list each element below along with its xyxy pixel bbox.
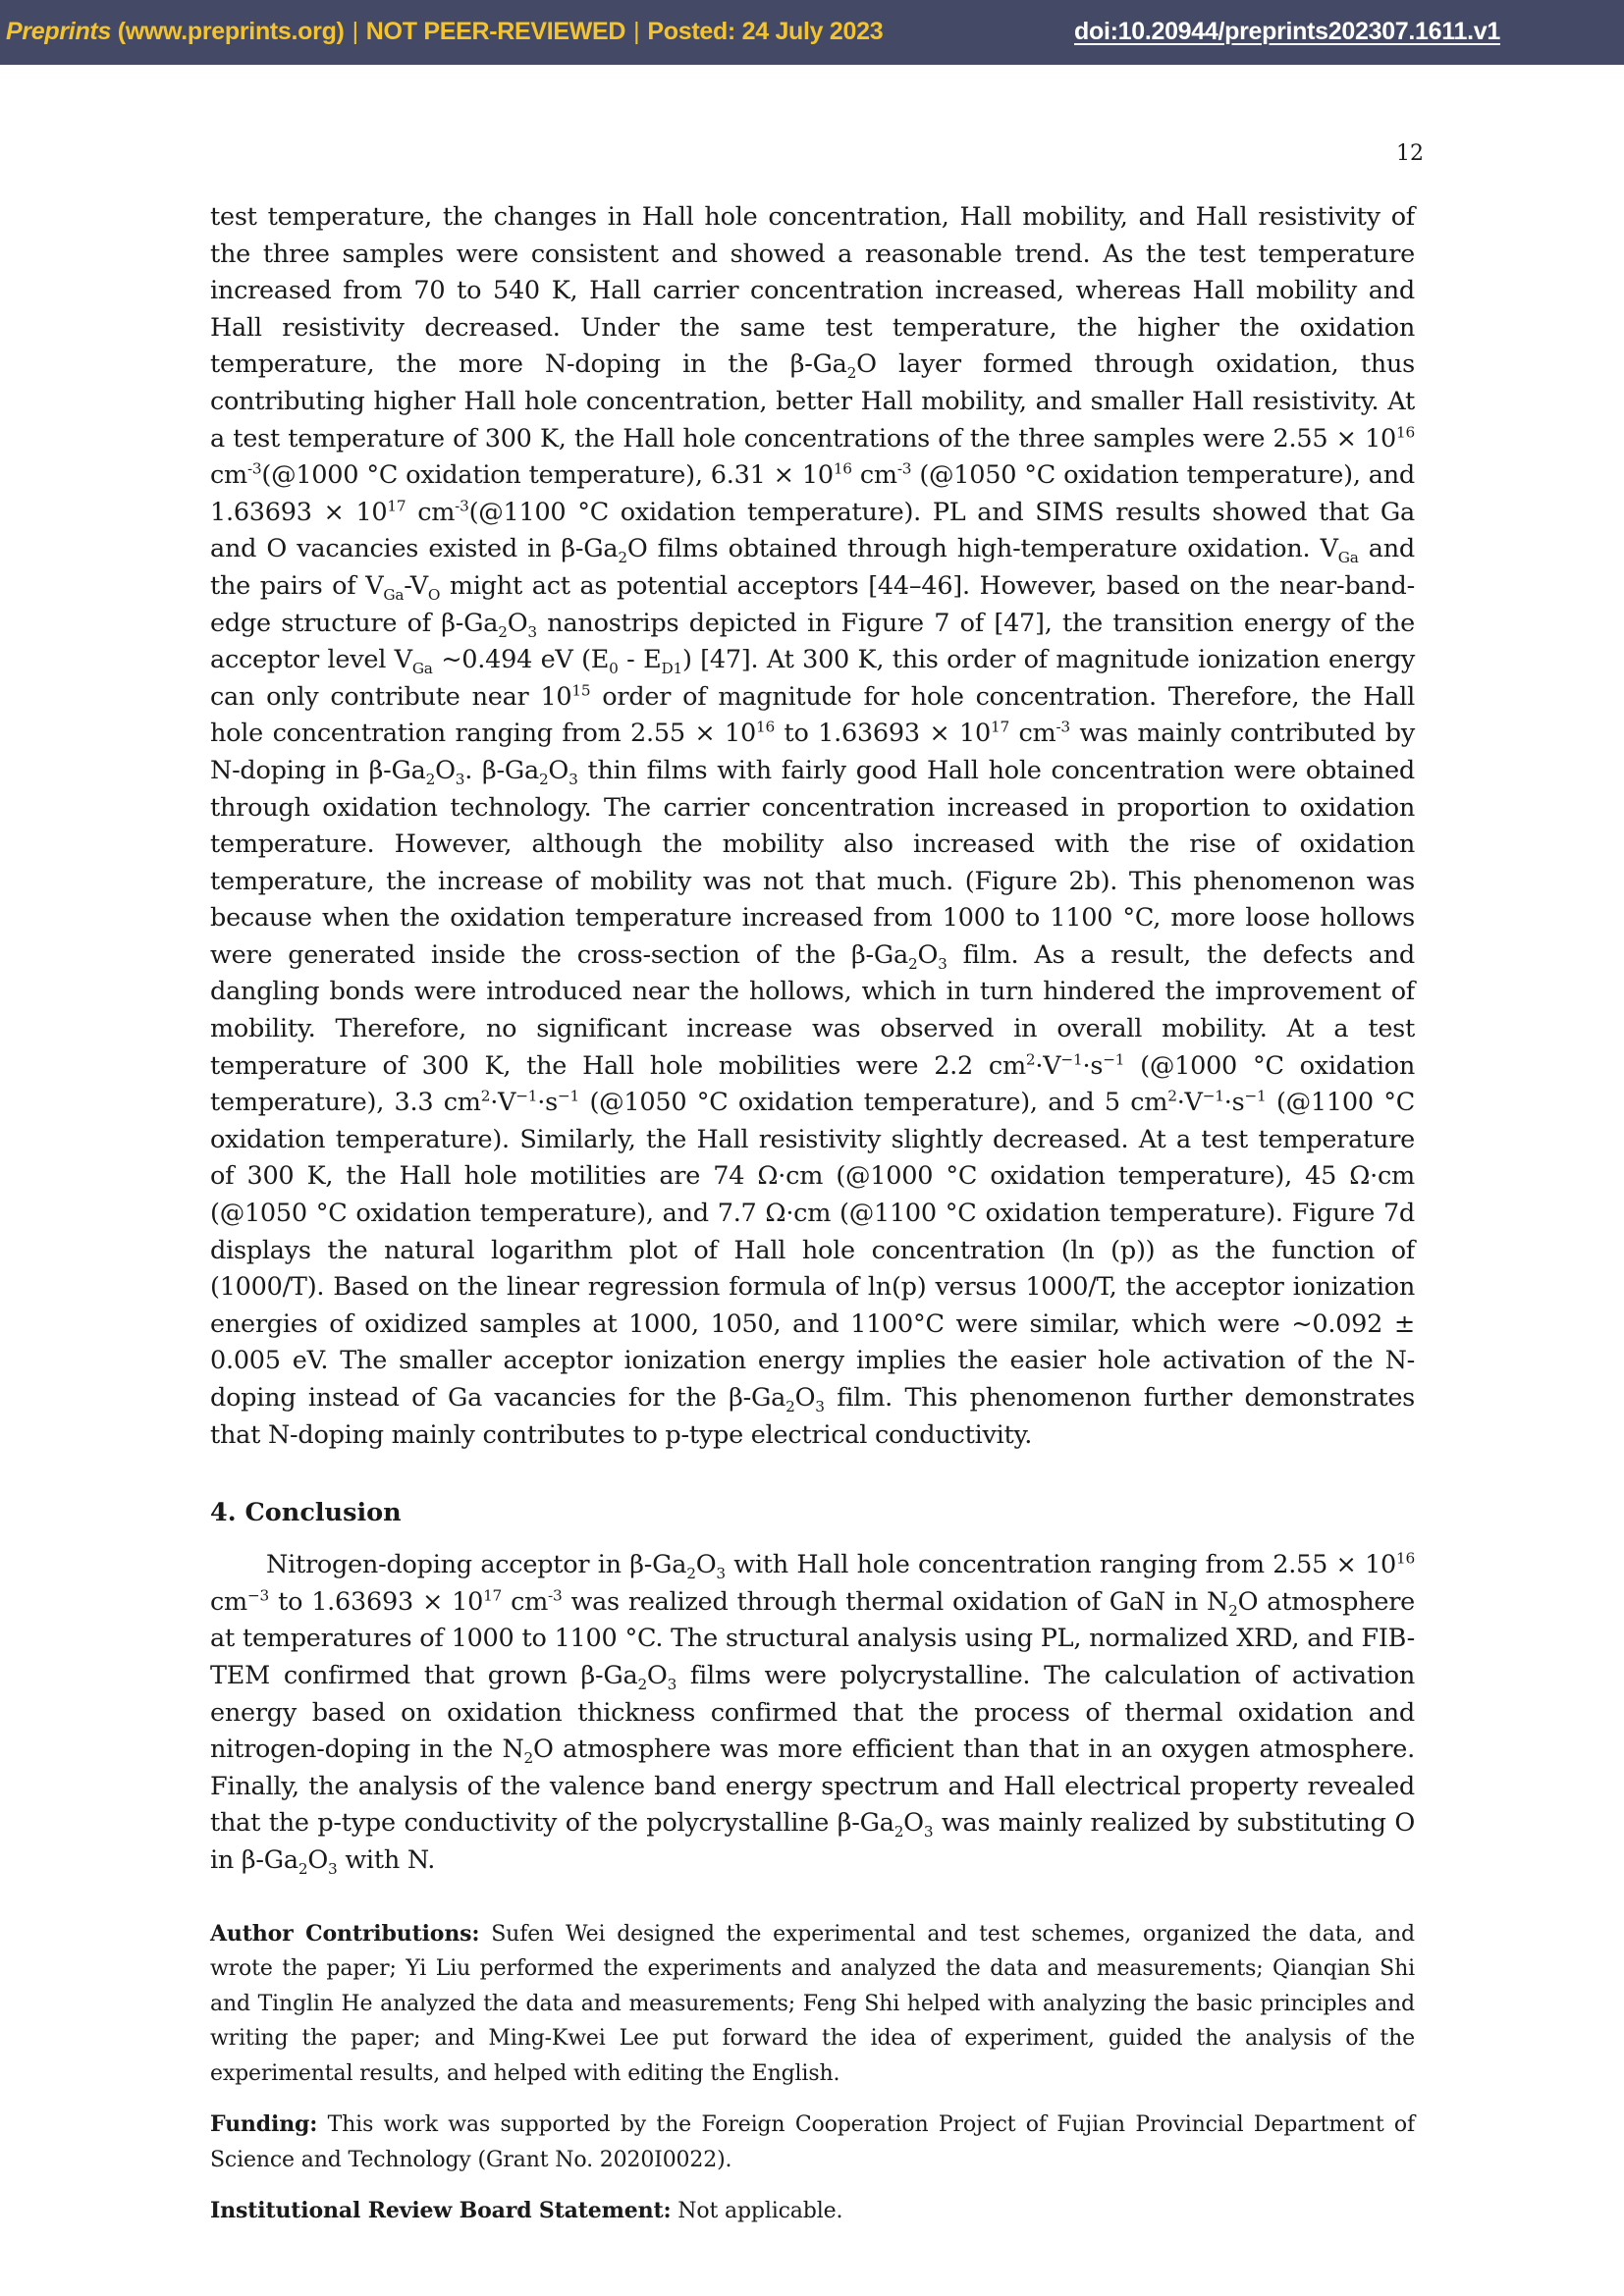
superscript: 17 [387, 497, 406, 515]
subscript: 2 [893, 1823, 904, 1842]
author-contributions [210, 1917, 1415, 2092]
text-run: thin films with fairly good Hall hole concentration were obtained through oxidation technology. The carrier concentration increased in proportion to oxidation temperature. However, although the mobility also increased with the rise of oxidation temperature, the increase of mobility was not that much. (Figure 2b). This phenomenon was because when the oxidation temperature increased from 1000 to 1100 °C, more loose hollows were generated inside the cross-section of the β-Ga [210, 755, 1415, 970]
superscript: 2 [1025, 1050, 1036, 1069]
review-status: NOT PEER-REVIEWED [365, 18, 626, 45]
text-run: ·V [1035, 1050, 1061, 1081]
text-run: ·s [537, 1088, 558, 1118]
text-run: (@1000 °C oxidation temperature), 3.3 cm [210, 1050, 1416, 1118]
text-run: (@1050 °C oxidation temperature), and 5 cm [579, 1088, 1168, 1118]
subscript: 0 [609, 660, 619, 678]
subscript: 2 [498, 622, 508, 641]
text-run: cm [502, 1586, 549, 1617]
site-url: (www.preprints.org) [111, 18, 345, 45]
superscript: 2 [480, 1087, 491, 1105]
text-run: ·V [490, 1088, 516, 1118]
text-run: (@1050 °C oxidation temperature), and 1.63693 × 10 [210, 460, 1415, 527]
superscript: -3 [246, 459, 262, 478]
text-run: (@1000 °C oxidation temperature), 6.31 × 10 [261, 460, 834, 491]
text-run: was realized through thermal oxidation of GaN in N [562, 1586, 1229, 1617]
separator: | [352, 18, 358, 45]
text-run: nanostrips depicted in Figure 7 of [47], the transition energy of the acceptor level V [210, 608, 1415, 675]
subscript: 3 [455, 771, 465, 788]
superscript: -3 [455, 497, 469, 515]
subscript: 2 [523, 1749, 534, 1768]
superscript: 16 [1396, 423, 1415, 442]
superscript: 16 [756, 718, 775, 736]
superscript: 17 [991, 718, 1009, 736]
text-run: (@1100 °C oxidation temperature). PL and SIMS results showed that Ga and O vacancies existed in β-Ga [210, 497, 1415, 564]
subscript: 2 [846, 364, 857, 383]
funding-text: This work was supported by the Foreign Cooperation Project of Fujian Provincial Department of Science and Technology (Grant No. 2020I0022). [210, 2112, 1415, 2172]
text-run: Nitrogen-doping acceptor in β-Ga [266, 1550, 687, 1580]
text-run: with Hall hole concentration ranging from 2.55 × 10 [725, 1550, 1397, 1580]
text-run: order of magnitude for hole concentration. Therefore, the Hall hole concentration ranging from 2.55 × 10 [210, 681, 1415, 749]
subscript: 3 [667, 1676, 677, 1694]
text-run: O films obtained through high-temperature oxidation. V [626, 534, 1338, 564]
text-run: O [695, 1550, 717, 1580]
subscript: 2 [686, 1565, 696, 1583]
superscript: −1 [1244, 1087, 1267, 1105]
text-run: cm [851, 460, 897, 491]
subscript: Ga [383, 586, 405, 605]
text-run: with N. [337, 1844, 436, 1875]
text-run: O atmosphere at temperatures of 1000 to 1100 °C. The structural analysis using PL, normalized XRD, and FIB-TEM confirmed that grown β-Ga [210, 1586, 1415, 1690]
text-run: cm [406, 497, 456, 527]
author-contributions-text: Sufen Wei designed the experimental and test schemes, organized the data, and wrote the paper; Yi Liu performed the experiments and analyzed the data and measurements; Qianqian Shi and Tinglin He analyzed the data and measurements; Feng Shi helped with analyzing the basic principles and writing the paper; and Ming-Kwei Lee put forward the idea of experiment, guided the analysis of the experimental results, and helped with editing the English. [210, 1921, 1415, 2086]
page-number: 12 [1396, 141, 1424, 166]
subscript: 2 [298, 1860, 308, 1879]
text-run: film. This phenomenon further demonstrates that N-doping mainly contributes to p-type electrical conductivity. [210, 1383, 1415, 1450]
text-run: ) [47]. At 300 K, this order of magnitude ionization energy can only contribute near 10 [210, 645, 1415, 712]
superscript: 2 [1167, 1087, 1177, 1105]
text-run: O atmosphere was more efficient than that in an oxygen atmosphere. Finally, the analysis of the valence band energy spectrum and Hall electrical property revealed that the p-type conductivity of the polycrystalline β-Ga [210, 1735, 1415, 1839]
text-run: cm [210, 1586, 247, 1617]
text-run: . β-Ga [464, 755, 539, 785]
superscript: 16 [833, 459, 852, 478]
text-run: cm [210, 460, 247, 491]
subscript: Ga [1337, 549, 1359, 567]
text-run: was mainly contributed by N-doping in β-Ga [210, 719, 1415, 785]
superscript: −3 [246, 1586, 270, 1605]
text-run: ·s [1223, 1088, 1245, 1118]
superscript: 15 [571, 681, 591, 700]
text-run: -V [404, 570, 428, 601]
subscript: 3 [328, 1860, 338, 1879]
superscript: -3 [896, 459, 912, 478]
superscript: −1 [515, 1087, 538, 1105]
text-run: (@1100 °C oxidation temperature). Similarly, the Hall resistivity slightly decreased. At a test temperature of 300 K, the Hall hole motilities are 74 Ω·cm (@1000 °C oxidation temperature), 45 Ω·cm (@1050 °C oxidation temperature), and 7.7 Ω·cm (@1100 °C oxidation temperature). Figure 7d displays the natural logarithm plot of Hall hole concentration (ln (p)) as the function of (1000/T). Based on the linear regression formula of ln(p) versus 1000/T, the acceptor ionization energies of oxidized samples at 1000, 1050, and 1100°C were similar, which were ~0.092 ± 0.005 eV. The smaller acceptor ionization energy implies the easier hole activation of the N-doping instead of Ga vacancies for the β-Ga [210, 1088, 1416, 1413]
funding-statement [210, 2108, 1415, 2177]
text-run: ~0.494 eV (E [432, 645, 610, 675]
subscript: 3 [923, 1823, 934, 1842]
doi-link[interactable]: doi:10.20944/preprints202307.1611.v1 [1074, 18, 1500, 45]
results-paragraph [210, 199, 1415, 1454]
superscript: -3 [548, 1586, 563, 1605]
superscript: -3 [1056, 718, 1070, 736]
subscript: 2 [425, 771, 436, 788]
subscript: Ga [411, 660, 433, 678]
text-run: cm [1008, 719, 1056, 749]
subscript: 2 [907, 954, 918, 973]
text-run: O [507, 608, 528, 638]
banner-info [6, 18, 883, 46]
funding-label: Funding: [210, 2111, 318, 2138]
text-run: ·s [1082, 1050, 1104, 1081]
text-run: O [794, 1383, 816, 1413]
irb-label: Institutional Review Board Statement: [210, 2198, 672, 2224]
text-run: O [435, 755, 456, 785]
paper-body [210, 199, 1415, 2229]
superscript: −1 [557, 1087, 580, 1105]
text-run: to 1.63693 × 10 [269, 1586, 484, 1617]
separator: | [633, 18, 640, 45]
text-run: might act as potential acceptors [44–46]. However, based on the near-band-edge structure of β-Ga [210, 570, 1415, 638]
subscript: 3 [938, 954, 947, 973]
posted-date: Posted: 24 July 2023 [647, 18, 884, 45]
superscript: −1 [1103, 1050, 1125, 1069]
text-run: test temperature, the changes in Hall hole concentration, Hall mobility, and Hall resistivity of the three samples were consistent and showed a reasonable trend. As the test temperature increased from 70 to 540 K, Hall carrier concentration increased, whereas Hall mobility and Hall resistivity decreased. Under the same test temperature, the higher the oxidation temperature, the more N-doping in the β-Ga [210, 202, 1415, 380]
subscript: 3 [815, 1398, 825, 1416]
subscript: 2 [618, 549, 627, 567]
conclusion-paragraph [210, 1547, 1415, 1879]
preprint-banner [0, 0, 1624, 65]
text-run: O [548, 755, 569, 785]
text-run: was mainly realized by substituting O in β-Ga [210, 1808, 1415, 1875]
text-run: O [917, 939, 939, 970]
irb-text: Not applicable. [671, 2199, 843, 2224]
text-run: ·V [1176, 1088, 1203, 1118]
text-run: to 1.63693 × 10 [774, 719, 991, 749]
text-run: O [646, 1660, 668, 1690]
subscript: 2 [637, 1676, 647, 1694]
superscript: 17 [483, 1586, 503, 1605]
text-run: O [903, 1808, 924, 1839]
subscript: 2 [785, 1398, 795, 1416]
subscript: O [427, 586, 441, 605]
irb-statement [210, 2194, 1415, 2229]
text-run: - E [618, 645, 662, 675]
text-run: and the pairs of V [210, 534, 1415, 601]
superscript: −1 [1202, 1087, 1224, 1105]
text-run: O layer formed through oxidation, thus contributing higher Hall hole concentration, better Hall mobility, and smaller Hall resistivity. At a test temperature of 300 K, the Hall hole concentrations of the three samples were 2.55 × 10 [210, 349, 1415, 454]
superscript: 16 [1396, 1549, 1415, 1568]
subscript: 3 [527, 622, 537, 641]
text-run: films were polycrystalline. The calculation of activation energy based on oxidation thickness confirmed that the process of thermal oxidation and nitrogen-doping in the N [210, 1660, 1415, 1765]
author-contributions-label: Author Contributions: [210, 1920, 480, 1947]
subscript: D1 [661, 660, 682, 678]
text-run: O [307, 1844, 329, 1875]
subscript: 3 [568, 771, 578, 788]
text-run: film. As a result, the defects and dangling bonds were introduced near the hollows, which in turn hindered the improvement of mobility. Therefore, no significant increase was observed in overall mobility. At a test temperature of 300 K, the Hall hole mobilities were 2.2 cm [210, 939, 1415, 1081]
superscript: −1 [1060, 1050, 1083, 1069]
subscript: 2 [538, 771, 549, 788]
subscript: 2 [1228, 1601, 1238, 1620]
subscript: 3 [716, 1565, 726, 1583]
section-heading-conclusion: 4. Conclusion [210, 1498, 402, 1528]
brand-name: Preprints [6, 18, 112, 45]
